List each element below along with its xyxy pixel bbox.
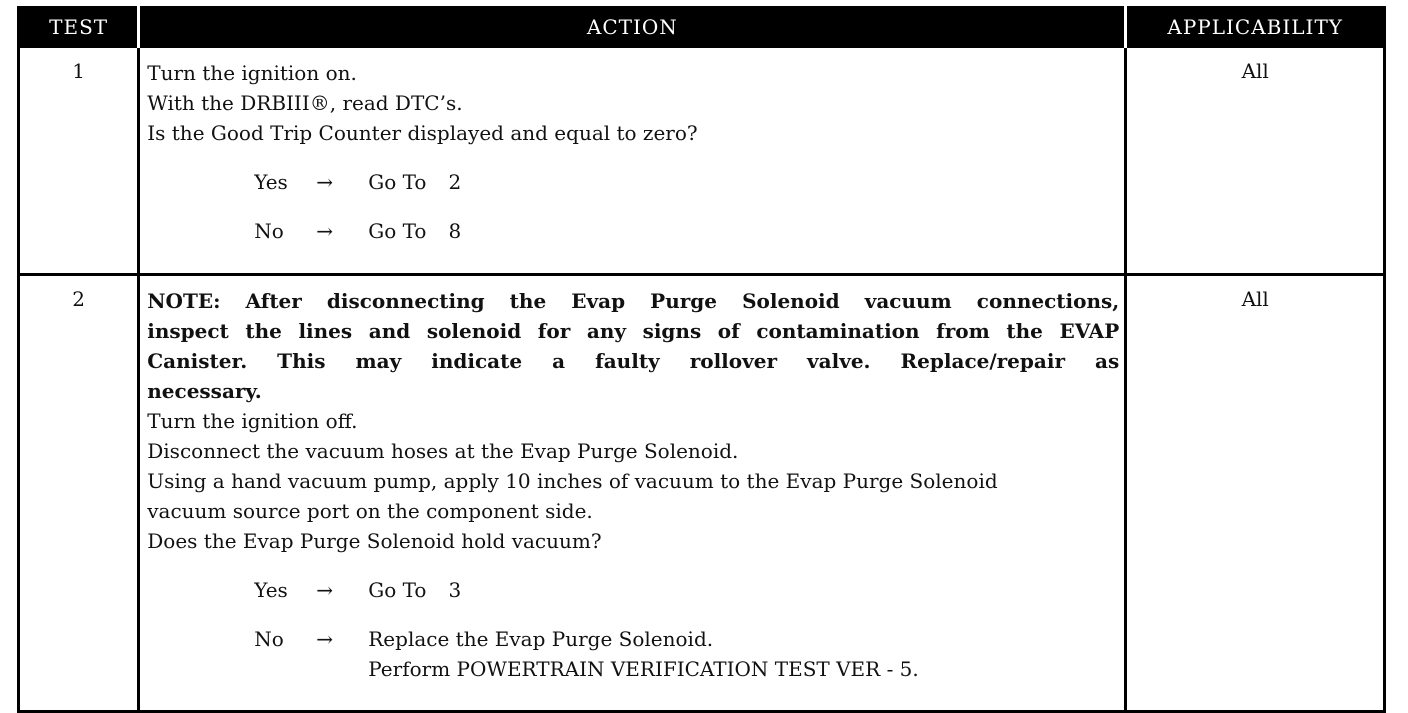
table-header-row bbox=[19, 8, 1385, 47]
test-number: 1 bbox=[19, 47, 139, 275]
action-line: Turn the ignition off. bbox=[147, 409, 358, 433]
action-cell bbox=[139, 47, 1126, 275]
branch-instruction-line: Replace the Evap Purge Solenoid. bbox=[368, 627, 714, 651]
branch-target: 8 bbox=[448, 219, 462, 243]
action-line: Is the Good Trip Counter displayed and equal to zero? bbox=[147, 121, 698, 145]
arrow-right-icon: → bbox=[316, 578, 334, 602]
applicability-value: All bbox=[1126, 275, 1385, 712]
action-line: Does the Evap Purge Solenoid hold vacuum? bbox=[147, 529, 602, 553]
branch-yes bbox=[254, 575, 1118, 605]
note-line: NOTE: After disconnecting the Evap Purge Solenoid vacuum connections, bbox=[147, 289, 1120, 313]
table-row bbox=[19, 47, 1385, 275]
header-action: ACTION bbox=[139, 8, 1126, 47]
branch-instructions bbox=[368, 624, 919, 684]
action-line: With the DRBIII®, read DTC’s. bbox=[147, 91, 463, 115]
applicability-value: All bbox=[1126, 47, 1385, 275]
arrow-right-icon: → bbox=[316, 219, 334, 243]
action-line: Using a hand vacuum pump, apply 10 inches of vacuum to the Evap Purge Solenoid bbox=[147, 469, 998, 493]
branch-list bbox=[254, 575, 1118, 684]
branch-target: 2 bbox=[448, 170, 462, 194]
branch-goto: Go To bbox=[368, 219, 427, 243]
branch-answer: Yes bbox=[254, 578, 288, 602]
test-number: 2 bbox=[19, 275, 139, 712]
branch-yes bbox=[254, 167, 1118, 197]
header-test: TEST bbox=[19, 8, 139, 47]
action-line: vacuum source port on the component side. bbox=[147, 499, 593, 523]
arrow-right-icon: → bbox=[316, 627, 334, 651]
branch-no bbox=[254, 216, 1118, 246]
note-line: inspect the lines and solenoid for any signs of contamination from the EVAP bbox=[147, 319, 1120, 343]
note-line: Canister. This may indicate a faulty rollover valve. Replace/repair as bbox=[147, 349, 1120, 373]
branch-answer: No bbox=[254, 219, 284, 243]
arrow-right-icon: → bbox=[316, 170, 334, 194]
branch-answer: No bbox=[254, 627, 284, 651]
branch-no bbox=[254, 624, 1118, 684]
diagnostic-test-table bbox=[17, 6, 1386, 713]
branch-goto: Go To bbox=[368, 170, 427, 194]
branch-list bbox=[254, 167, 1118, 246]
note-line: necessary. bbox=[147, 379, 262, 403]
branch-target: 3 bbox=[448, 578, 462, 602]
action-cell bbox=[139, 275, 1126, 712]
action-line: Disconnect the vacuum hoses at the Evap Purge Solenoid. bbox=[147, 439, 739, 463]
branch-answer: Yes bbox=[254, 170, 288, 194]
branch-instruction-line: Perform POWERTRAIN VERIFICATION TEST VER - 5. bbox=[368, 657, 919, 681]
branch-goto: Go To bbox=[368, 578, 427, 602]
header-applicability: APPLICABILITY bbox=[1126, 8, 1385, 47]
action-line: Turn the ignition on. bbox=[147, 61, 357, 85]
table-row bbox=[19, 275, 1385, 712]
